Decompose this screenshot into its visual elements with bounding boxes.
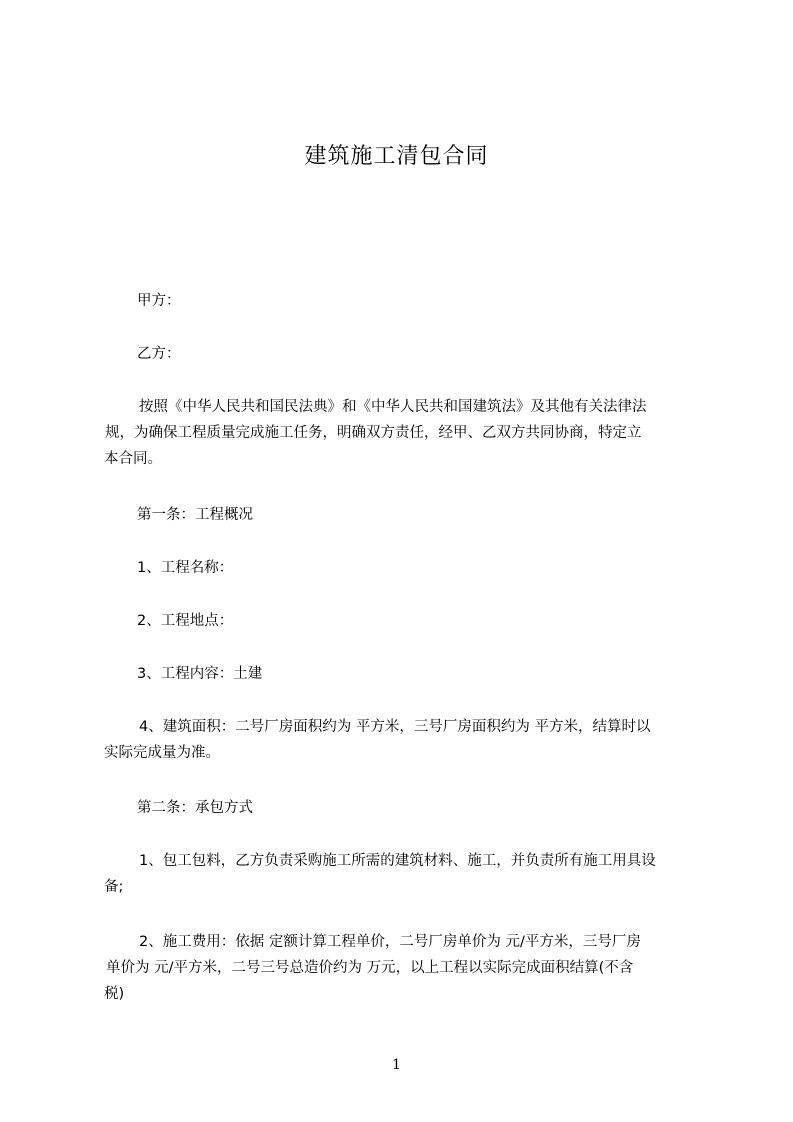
preamble-line-2: 规，为确保工程质量完成施工任务，明确双方责任，经甲、乙双方共同协商，特定立 <box>105 425 642 441</box>
article-2-heading: 第二条：承包方式 <box>137 800 253 816</box>
preamble-line-3: 本合同。 <box>104 451 162 467</box>
party-a-line: 甲方： <box>137 293 181 309</box>
article-1-heading: 第一条：工程概况 <box>137 507 253 523</box>
article-2-item-2-line-1: 2、施工费用：依据 定额计算工程单价，二号厂房单价为 元/平方米，三号厂房 <box>139 934 641 950</box>
page-number: 1 <box>392 1057 401 1073</box>
article-1-item-4-line-2: 实际完成量为准。 <box>104 745 220 761</box>
article-1-item-1: 1、工程名称： <box>137 560 234 576</box>
article-2-item-2-line-3: 税) <box>104 986 125 1002</box>
article-2-item-1-line-1: 1、包工包料，乙方负责采购施工所需的建筑材料、施工，并负责所有施工用具设 <box>139 853 656 869</box>
document-title: 建筑施工清包合同 <box>304 144 489 169</box>
article-2-item-2-line-2: 单价为 元/平方米，二号三号总造价约为 万元，以上工程以实际完成面积结算(不含 <box>106 960 634 976</box>
article-1-item-4-line-1: 4、建筑面积：二号厂房面积约为 平方米，三号厂房面积约为 平方米，结算时以 <box>139 719 651 735</box>
article-1-item-3: 3、工程内容：土建 <box>137 666 263 682</box>
article-1-item-2: 2、工程地点： <box>137 613 234 629</box>
preamble-line-1: 按照《中华人民共和国民法典》和《中华人民共和国建筑法》及其他有关法律法 <box>139 399 647 415</box>
article-2-item-1-line-2: 备; <box>104 879 124 895</box>
party-b-line: 乙方： <box>137 346 181 362</box>
